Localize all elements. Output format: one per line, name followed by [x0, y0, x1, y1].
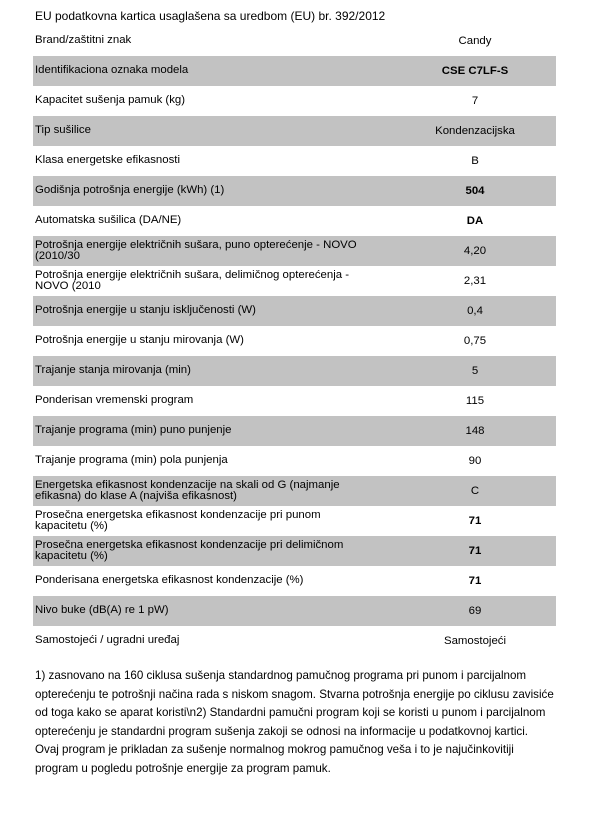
row-value: C — [470, 485, 480, 497]
row-value: 2,31 — [463, 275, 487, 287]
row-value: 0,4 — [467, 305, 483, 317]
table-row — [33, 146, 556, 176]
row-value: 148 — [465, 425, 485, 437]
row-label: Godišnja potrošnja energije (kWh) (1) — [35, 184, 225, 197]
row-value: 71 — [468, 515, 482, 527]
table-row — [33, 266, 556, 296]
footnote: 1) zasnovano na 160 ciklusa sušenja standardnog pamučnog programa pri punom i parcijalnom opterećenju te potrošnji načina rada s niskom snagom. Stvarna potrošnja energije po ciklusu zavisiće od toga kako se aparat koristi\n2) Standardni pamučni program koji se koristi u punom i parcijalnom opterećenju je standardni program sušenja zakoji se odnosi na informacije u podatkovnoj kartici. Ovaj program je prikladan za sušenje normalnog mokrog pamučnog veša i to je najučinkovitiji program u pogledu potrošnje energije za program pamuk. — [35, 669, 554, 775]
row-value: 71 — [468, 575, 482, 587]
table-row — [33, 596, 556, 626]
row-value: Candy — [458, 35, 492, 47]
table-row — [33, 536, 556, 566]
table-row — [33, 26, 556, 56]
table-row — [33, 176, 556, 206]
table-row — [33, 626, 556, 656]
table-row — [33, 416, 556, 446]
table-row — [33, 206, 556, 236]
row-label: Ponderisan vremenski program — [35, 394, 194, 407]
row-label: Trajanje programa (min) puno punjenje — [35, 424, 232, 437]
table-row — [33, 356, 556, 386]
row-label: Potrošnja energije u stanju isključenosti (W) — [35, 304, 256, 317]
table-row — [33, 566, 556, 596]
row-value: 5 — [471, 365, 479, 377]
page-title: EU podatkovna kartica usaglašena sa uredbom (EU) br. 392/2012 — [35, 9, 386, 23]
table-row — [33, 296, 556, 326]
row-label: Prosečna energetska efikasnost kondenzacije pri delimičnom kapacitetu (%) — [35, 538, 344, 562]
row-value: CSE C7LF-S — [441, 65, 509, 77]
row-label: Brand/zaštitni znak — [35, 34, 132, 47]
table-row — [33, 86, 556, 116]
row-label: Klasa energetske efikasnosti — [35, 154, 180, 167]
table-row — [33, 386, 556, 416]
row-label: Ponderisana energetska efikasnost kondenzacije (%) — [35, 574, 304, 587]
row-value: 90 — [468, 455, 482, 467]
table-row — [33, 236, 556, 266]
row-value: B — [471, 155, 479, 167]
row-value: DA — [466, 215, 484, 227]
table-row — [33, 56, 556, 86]
row-label: Prosečna energetska efikasnost kondenzacije pri punom kapacitetu (%) — [35, 508, 321, 532]
table-row — [33, 116, 556, 146]
row-label: Trajanje stanja mirovanja (min) — [35, 364, 191, 377]
table-row — [33, 476, 556, 506]
table-row — [33, 506, 556, 536]
row-label: Tip sušilice — [35, 124, 91, 137]
row-label: Trajanje programa (min) pola punjenja — [35, 454, 228, 467]
row-value: 4,20 — [463, 245, 487, 257]
row-value: Kondenzacijska — [435, 125, 515, 137]
row-value: 115 — [465, 395, 485, 407]
row-label: Samostojeći / ugradni uređaj — [35, 634, 180, 647]
row-label: Kapacitet sušenja pamuk (kg) — [35, 94, 186, 107]
table-row — [33, 446, 556, 476]
row-label: Nivo buke (dB(A) re 1 pW) — [35, 604, 169, 617]
row-value: 504 — [465, 185, 485, 197]
row-label: Potrošnja energije u stanju mirovanja (W) — [35, 334, 244, 347]
table-row — [33, 326, 556, 356]
row-value: 71 — [468, 545, 482, 557]
row-value: 69 — [468, 605, 482, 617]
row-value: 7 — [471, 95, 479, 107]
spec-table — [33, 26, 556, 656]
row-label: Automatska sušilica (DA/NE) — [35, 214, 182, 227]
row-label: Potrošnja energije električnih sušara, delimičnog opterećenja - NOVO (2010 — [35, 268, 350, 292]
row-value: Samostojeći — [443, 635, 507, 647]
row-label: Potrošnja energije električnih sušara, puno opterećenje - NOVO (2010/30 — [35, 238, 357, 262]
row-label: Identifikaciona oznaka modela — [35, 64, 189, 77]
row-label: Energetska efikasnost kondenzacije na skali od G (najmanje efikasna) do klase A (najviša efikasnost) — [35, 478, 340, 502]
row-value: 0,75 — [463, 335, 487, 347]
